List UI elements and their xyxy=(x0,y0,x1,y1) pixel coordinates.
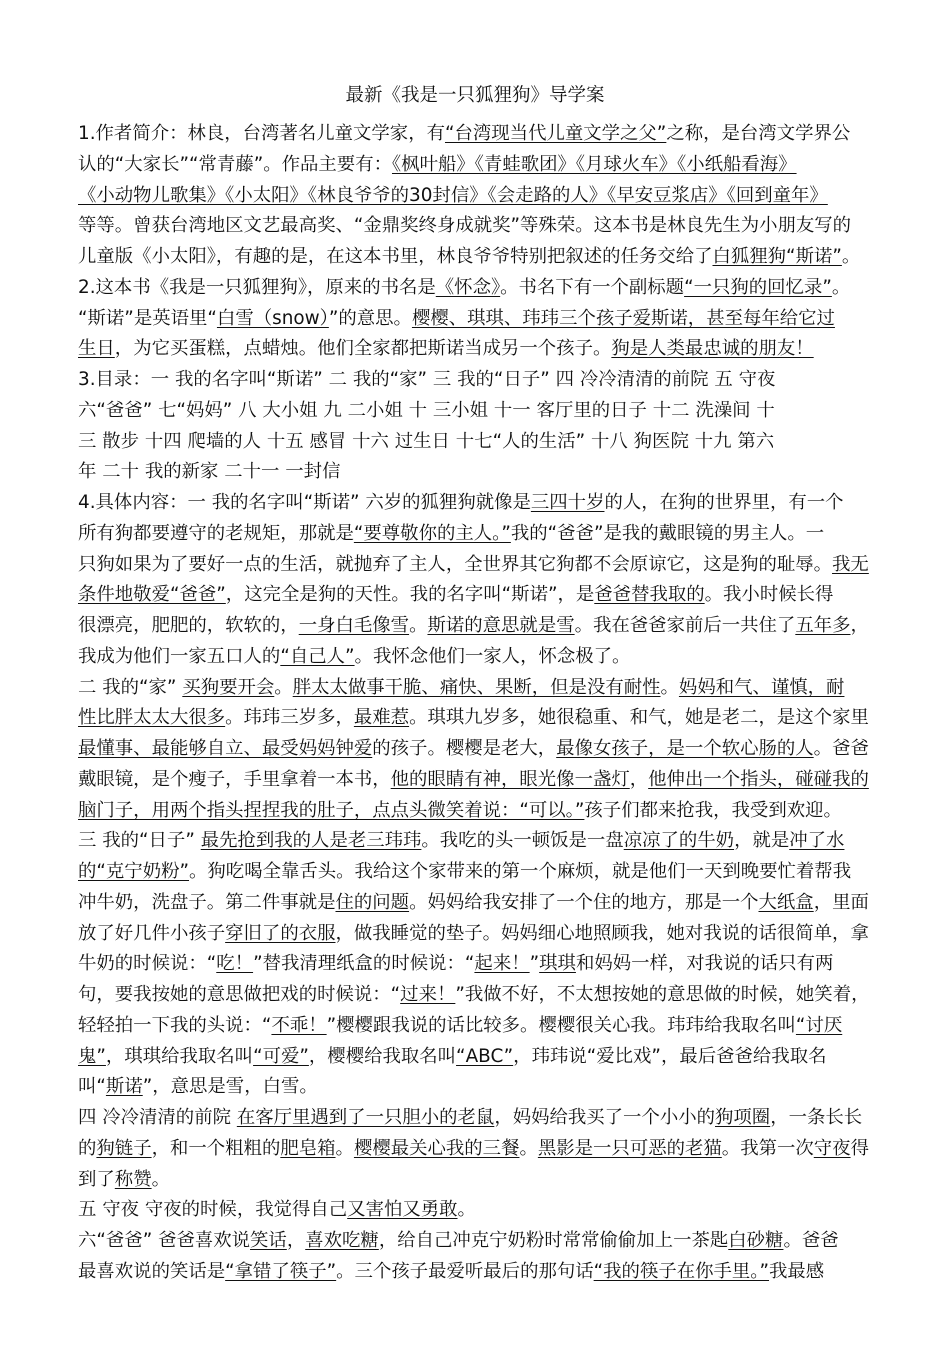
text-line xyxy=(78,610,878,642)
text-segment: 1.作者简介：林良，台湾著名儿童文学家，有 xyxy=(78,123,445,144)
text-line xyxy=(78,1102,878,1134)
underlined-text: 狗是人类最忠诚的朋友！ xyxy=(611,338,814,360)
underlined-text: 狗链子 xyxy=(96,1137,152,1159)
underlined-text: 守夜 xyxy=(813,1137,851,1159)
text-segment: ”，意思是雪，白雪。 xyxy=(142,1076,318,1098)
text-line xyxy=(78,118,878,150)
underlined-text: 肥皂箱 xyxy=(280,1137,336,1159)
underlined-text: “自己人” xyxy=(280,645,355,667)
text-segment: 。 xyxy=(831,276,851,298)
underlined-text: 冲了水 xyxy=(789,830,845,852)
underlined-text: 白雪（snow） xyxy=(216,307,329,329)
underlined-text: 笑话 xyxy=(250,1230,287,1251)
text-segment: 最喜欢说的笑话是 xyxy=(78,1260,226,1282)
text-line xyxy=(78,549,878,581)
text-line xyxy=(78,487,878,519)
underlined-text: 穿旧了的衣服 xyxy=(225,922,336,944)
text-segment: 。玮玮三岁多， xyxy=(225,707,354,729)
text-segment: 得 xyxy=(850,1137,869,1159)
underlined-text: 胖太太做事干脆、痛快、果断，但是没有耐性 xyxy=(292,676,661,698)
underlined-text: 最先抢到我的人是老三玮玮 xyxy=(200,830,422,852)
underlined-text: “一只狗的回忆录” xyxy=(684,276,832,298)
text-segment: 我最感 xyxy=(769,1260,825,1282)
text-segment: 所有狗都要遵守的老规矩，那就是 xyxy=(78,522,354,544)
text-segment: 。 xyxy=(274,676,293,698)
text-segment: ，琪琪给我取名叫 xyxy=(105,1045,254,1067)
text-segment: 。 xyxy=(335,1137,354,1159)
text-segment: ”我做不好，不太想按她的意思做的时候，她笑着， xyxy=(455,984,870,1005)
underlined-text: 生日 xyxy=(78,338,115,360)
text-segment: 牛奶的时候说：“ xyxy=(78,953,217,975)
underlined-text: 最难惹 xyxy=(353,707,410,729)
text-segment: 等等。曾获台湾地区文艺最高奖、“金鼎奖终身成就奖”等殊荣。这本书是林良先生为小朋友写的 xyxy=(78,215,852,237)
text-segment: ，这完全是狗的天性。我的名字叫“斯诺”，是 xyxy=(225,584,595,606)
underlined-text: 在客厅里遇到了一只胆小的老鼠 xyxy=(236,1107,495,1128)
underlined-text: 性比胖太太大很多 xyxy=(78,707,226,729)
text-segment: ”替我清理纸盒的时候说：“ xyxy=(253,953,475,975)
underlined-text: 过来！ xyxy=(400,984,456,1005)
text-segment: 。三个孩子最爱听最后的那句话 xyxy=(336,1260,594,1282)
text-line xyxy=(78,1194,878,1226)
underlined-text: 他伸出一个指头，碰碰我的 xyxy=(648,768,869,790)
underlined-text: “台湾现当代儿童文学之父” xyxy=(444,123,667,144)
underlined-text: 五年多 xyxy=(795,615,851,636)
underlined-text: “ABC” xyxy=(456,1045,514,1067)
text-segment: 。我在爸爸家前后一共住了 xyxy=(574,615,796,636)
text-segment: ，做我睡觉的垫子。妈妈细心地照顾我，她对我说的话很简单，拿 xyxy=(335,922,869,944)
text-segment: 戴眼镜，是个瘦子，手里拿着一本书， xyxy=(78,768,391,790)
underlined-text: 最懂事、最能够自立、最受妈妈钟爱 xyxy=(78,738,373,759)
underlined-text: 妈妈和气、谨慎，耐 xyxy=(678,676,845,698)
text-line xyxy=(78,918,878,950)
text-segment: 叫“ xyxy=(78,1076,106,1098)
text-segment: 的孩子。樱樱是老大， xyxy=(372,738,557,759)
text-segment: 。我吃的头一顿饭是一盘 xyxy=(421,830,624,852)
text-segment: 的 xyxy=(78,1137,97,1159)
underlined-text: 凉凉了的牛奶 xyxy=(623,830,735,852)
text-segment: ，为它买蛋糕，点蜡烛。他们全家都把斯诺当成另一个孩子。 xyxy=(114,338,612,360)
text-line xyxy=(78,825,878,857)
underlined-text: “可爱” xyxy=(253,1045,309,1067)
underlined-text: 条件地敬爱“爸爸” xyxy=(78,584,226,606)
text-segment: 。 xyxy=(519,1137,538,1159)
text-line xyxy=(78,241,878,273)
text-line xyxy=(78,303,878,335)
text-line xyxy=(78,518,878,550)
underlined-text: “我的筷子在你手里。” xyxy=(593,1260,770,1282)
text-segment: 句，要我按她的意思做把戏的时候说：“ xyxy=(78,984,401,1005)
underlined-text: “要尊敬你的主人。” xyxy=(353,522,511,544)
text-segment: ，给自己冲克宁奶粉时常常偷偷加上一茶匙 xyxy=(378,1230,729,1251)
text-segment: 放了好几件小孩子 xyxy=(78,922,226,944)
underlined-text: 白狐狸狗“斯诺” xyxy=(712,246,842,267)
text-segment: ，樱樱给我取名叫 xyxy=(308,1045,457,1067)
text-segment: 我的“爸爸”是我的戴眼镜的男主人。一 xyxy=(510,522,825,544)
underlined-text: 大纸盒 xyxy=(758,891,814,913)
text-line xyxy=(78,1225,878,1257)
text-line xyxy=(78,579,878,611)
text-segment: 。 xyxy=(660,676,679,698)
underlined-text: 白砂糖 xyxy=(728,1230,784,1251)
underlined-text: “拿错了筷子” xyxy=(225,1260,337,1282)
text-segment: 。 xyxy=(151,1168,170,1190)
text-line xyxy=(78,1256,878,1288)
text-line xyxy=(78,733,878,765)
text-segment: 我成为他们一家五口人的 xyxy=(78,645,281,667)
text-line xyxy=(78,948,878,980)
underlined-text: 吃！ xyxy=(216,953,254,975)
text-segment: ，和一个粗粗的 xyxy=(151,1137,281,1159)
text-line xyxy=(78,426,878,458)
underlined-text: 樱樱、琪琪、玮玮三个孩子爱斯诺，甚至每年给它过 xyxy=(411,307,835,329)
text-segment: 。 xyxy=(457,1199,476,1221)
text-segment: 年 二十 我的新家 二十一 一封信 xyxy=(78,461,341,483)
text-segment: 。 xyxy=(409,615,428,636)
underlined-text: 黑影是一只可恶的老猫 xyxy=(537,1137,722,1159)
text-line xyxy=(78,364,878,396)
text-line xyxy=(78,979,878,1011)
text-segment: 。狗吃喝全靠舌头。我给这个家带来的第一个麻烦，就是他们一天到晚要忙着帮我 xyxy=(189,861,852,882)
underlined-text: 琪琪 xyxy=(539,953,576,975)
text-line xyxy=(78,702,878,734)
text-line xyxy=(78,333,878,365)
text-segment: 和妈妈一样，对我说的话只有两 xyxy=(575,953,834,975)
text-line xyxy=(78,395,878,427)
text-line xyxy=(78,795,878,827)
text-segment: 3.目录：一 我的名字叫“斯诺” 二 我的“家” 三 我的“日子” 四 冷冷清清的前院 五 守夜 xyxy=(78,369,776,390)
text-segment: ”的意思。 xyxy=(328,307,412,329)
text-segment: 认的“大家长”“常青藤”。作品主要有： xyxy=(78,153,392,175)
text-segment: 。 xyxy=(841,246,861,267)
text-segment: 4.具体内容：一 我的名字叫“斯诺” 六岁的狐狸狗就像是 xyxy=(78,492,531,513)
underlined-text: 买狗要开会 xyxy=(182,676,275,698)
text-segment: 二 我的“家” xyxy=(78,676,183,698)
text-segment: 。爸爸 xyxy=(813,738,869,759)
text-segment: ”樱樱跟我说的话比较多。樱樱很关心我。玮玮给我取名叫 xyxy=(326,1014,796,1036)
underlined-text: 三四十岁 xyxy=(530,492,605,513)
underlined-text: 起来！ xyxy=(474,953,530,975)
text-line xyxy=(78,1041,878,1073)
text-line xyxy=(78,272,878,304)
underlined-text: 爸爸替我取的 xyxy=(594,584,705,606)
text-segment: 2.这本书《我是一只狐狸狗》，原来的书名是 xyxy=(78,276,436,298)
text-segment: 三 我的“日子” xyxy=(78,830,201,852)
underlined-text: 不乖！ xyxy=(271,1014,327,1036)
text-line xyxy=(78,887,878,919)
text-segment: 只狗如果为了要好一点的生活，就抛弃了主人，全世界其它狗都不会原谅它，这是狗的耻辱。 xyxy=(78,553,833,575)
text-segment: 六“爸爸” 七“妈妈” 八 大小姐 九 二小姐 十 三小姐 十一 客厅里的日子 十二 洗澡间 十 xyxy=(78,399,775,421)
text-segment: 。书名下有一个副标题 xyxy=(500,276,685,298)
text-segment: 孩子们都来抢我，我受到欢迎。 xyxy=(584,799,842,821)
underlined-text: “讨厌 xyxy=(795,1014,843,1036)
text-line xyxy=(78,1010,878,1042)
text-segment: 。爸爸 xyxy=(783,1230,839,1251)
text-segment: 冲牛奶，洗盘子。第二件事就是 xyxy=(78,891,336,913)
text-line xyxy=(78,1133,878,1165)
text-segment: ，一条长长 xyxy=(770,1107,863,1128)
text-segment: ，里面 xyxy=(813,891,869,913)
text-line xyxy=(78,856,878,888)
underlined-text: 《怀念》 xyxy=(435,276,501,298)
underlined-text: 最像女孩子，是一个软心肠的人 xyxy=(556,738,814,759)
text-segment: 四 冷冷清清的前院 xyxy=(78,1107,237,1128)
text-segment: 儿童版《小太阳》，有趣的是，在这本书里，林良爷爷特别把叙述的任务交给了 xyxy=(78,246,713,267)
underlined-text: 斯诺的意思就是雪 xyxy=(427,615,575,636)
underlined-text: 我无 xyxy=(832,553,869,575)
document-title: 最新《我是一只狐狸狗》导学案 xyxy=(345,85,605,106)
text-segment: 很漂亮，肥肥的，软软的， xyxy=(78,615,299,636)
underlined-text: 鬼” xyxy=(78,1045,106,1067)
text-line xyxy=(78,764,878,796)
text-line xyxy=(78,1071,878,1103)
text-segment: 五 守夜 守夜的时候，我觉得自己 xyxy=(78,1199,348,1221)
underlined-text: 他的眼睛有神，眼光像一盏灯 xyxy=(390,768,630,790)
text-segment: ，玮玮说“爱比戏”，最后爸爸给我取名 xyxy=(513,1045,827,1067)
text-line xyxy=(78,149,878,181)
text-line xyxy=(78,456,878,488)
text-segment: 之称，是台湾文学界公 xyxy=(666,123,851,144)
underlined-text: 一身白毛像雪 xyxy=(298,615,410,636)
text-line xyxy=(78,180,878,212)
text-segment: 。我小时候长得 xyxy=(704,584,834,606)
text-segment: 。琪琪九岁多，她很稳重、和气，她是老二，是这个家里 xyxy=(409,707,869,729)
text-line xyxy=(78,672,878,704)
text-segment: ，就是 xyxy=(734,830,790,852)
underlined-text: 斯诺 xyxy=(105,1076,143,1098)
text-segment: ，妈妈给我买了一个小小的 xyxy=(494,1107,716,1128)
text-segment: 的人，在狗的世界里，有一个 xyxy=(604,492,844,513)
text-line xyxy=(78,641,878,673)
underlined-text: 脑门子，用两个指头捏捏我的肚子，点点头微笑着说：“可以。” xyxy=(78,799,585,821)
underlined-text: 称赞 xyxy=(114,1168,152,1190)
underlined-text: 樱樱最关心我的三餐 xyxy=(353,1137,520,1159)
text-segment: ， xyxy=(850,615,869,636)
text-segment: 。我怀念他们一家人，怀念极了。 xyxy=(354,645,631,667)
underlined-text: 住的问题 xyxy=(335,891,410,913)
text-segment: 。妈妈给我安排了一个住的地方，那是一个 xyxy=(409,891,759,913)
text-segment: 。我第一次 xyxy=(721,1137,814,1159)
underlined-text: 的“克宁奶粉” xyxy=(78,861,190,882)
text-segment: 三 散步 十四 爬墙的人 十五 感冒 十六 过生日 十七“人的生活” 十八 狗医院 十九 第六 xyxy=(78,430,775,452)
underlined-text: 《小动物儿歌集》《小太阳》《林良爷爷的30封信》《会走路的人》《早安豆浆店》《回到童年》 xyxy=(78,184,828,206)
text-segment: ， xyxy=(629,768,649,790)
underlined-text: 又害怕又勇敢 xyxy=(347,1199,458,1221)
text-segment: 六“爸爸” 爸爸喜欢说 xyxy=(78,1230,251,1251)
text-segment: 到了 xyxy=(78,1168,115,1190)
text-segment: “斯诺”是英语里“ xyxy=(78,307,217,329)
text-line xyxy=(78,1164,878,1196)
text-segment: 轻轻拍一下我的头说：“ xyxy=(78,1014,272,1036)
text-segment: ， xyxy=(286,1230,306,1251)
text-segment: ” xyxy=(529,953,540,975)
text-line xyxy=(78,210,878,242)
underlined-text: 《枫叶船》《青蛙歌团》《月球火车》《小纸船看海》 xyxy=(391,153,797,175)
underlined-text: 喜欢吃糖 xyxy=(305,1230,379,1251)
underlined-text: 狗项圈 xyxy=(715,1107,771,1128)
